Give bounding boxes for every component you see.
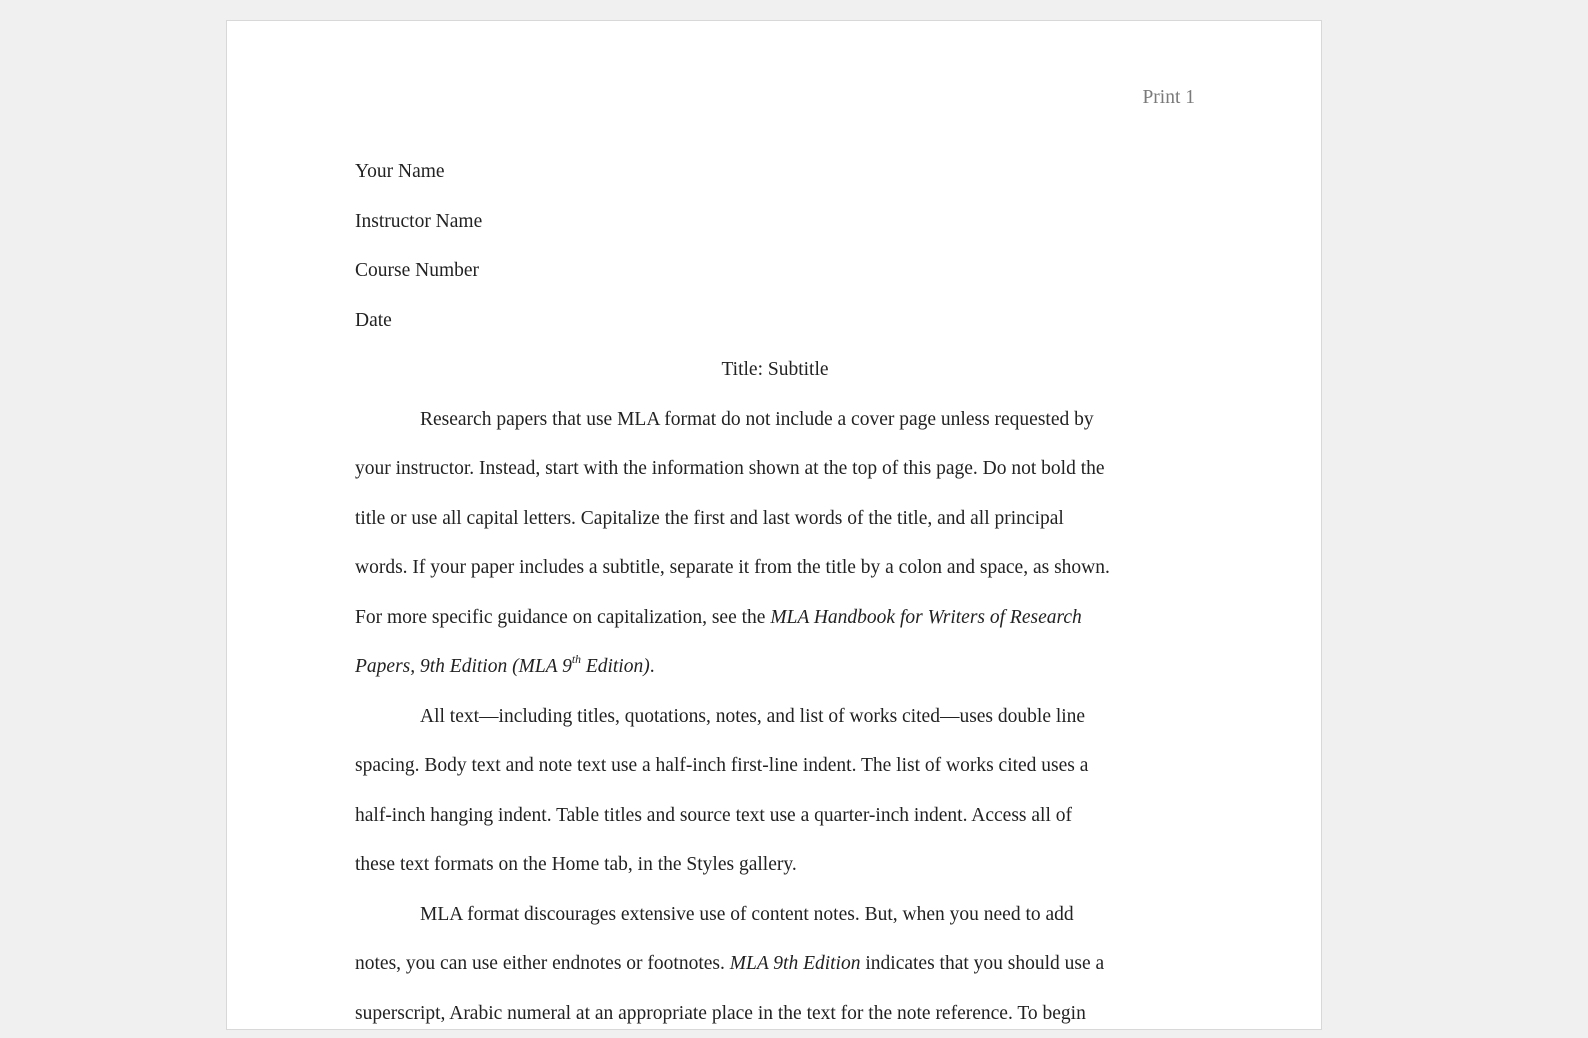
paragraph-line: spacing. Body text and note text use a half-inch first-line indent. The list of works cited uses a bbox=[355, 741, 1195, 791]
italic-citation: Papers, 9th Edition (MLA 9 bbox=[355, 656, 572, 677]
paragraph-line bbox=[355, 939, 1195, 989]
instructor-name: Instructor Name bbox=[355, 197, 1195, 247]
paragraph-line: superscript, Arabic numeral at an appropriate place in the text for the note reference. To begin bbox=[355, 989, 1195, 1038]
paragraph-line bbox=[355, 593, 1195, 643]
text-run: For more specific guidance on capitalization, see the bbox=[355, 607, 770, 628]
paragraph-line: MLA format discourages extensive use of content notes. But, when you need to add bbox=[355, 890, 1195, 940]
course-number: Course Number bbox=[355, 246, 1195, 296]
page-header: Print 1 bbox=[1142, 87, 1195, 109]
italic-citation: Edition) bbox=[581, 656, 650, 677]
date-line: Date bbox=[355, 296, 1195, 346]
paragraph-line: All text—including titles, quotations, notes, and list of works cited—uses double line bbox=[355, 692, 1195, 742]
paragraph-3 bbox=[355, 890, 1195, 1038]
italic-citation: MLA 9th Edition bbox=[730, 953, 861, 974]
author-name: Your Name bbox=[355, 147, 1195, 197]
text-run: indicates that you should use a bbox=[860, 953, 1104, 974]
paragraph-line bbox=[355, 642, 1195, 692]
paragraph-line: your instructor. Instead, start with the information shown at the top of this page. Do not bold the bbox=[355, 444, 1195, 494]
superscript-th: th bbox=[572, 653, 581, 666]
paragraph-line: title or use all capital letters. Capitalize the first and last words of the title, and all principal bbox=[355, 494, 1195, 544]
paragraph-2 bbox=[355, 692, 1195, 890]
paragraph-line: words. If your paper includes a subtitle, separate it from the title by a colon and space, as shown. bbox=[355, 543, 1195, 593]
paragraph-1 bbox=[355, 395, 1195, 692]
paragraph-line: these text formats on the Home tab, in the Styles gallery. bbox=[355, 840, 1195, 890]
paper-title: Title: Subtitle bbox=[355, 345, 1195, 395]
italic-citation: MLA Handbook for Writers of Research bbox=[770, 607, 1081, 628]
paragraph-line: half-inch hanging indent. Table titles and source text use a quarter-inch indent. Access all of bbox=[355, 791, 1195, 841]
paragraph-line: Research papers that use MLA format do not include a cover page unless requested by bbox=[355, 395, 1195, 445]
document-page[interactable] bbox=[226, 20, 1322, 1030]
text-run: . bbox=[650, 656, 655, 677]
text-run: notes, you can use either endnotes or footnotes. bbox=[355, 953, 730, 974]
document-body[interactable] bbox=[355, 147, 1195, 1038]
